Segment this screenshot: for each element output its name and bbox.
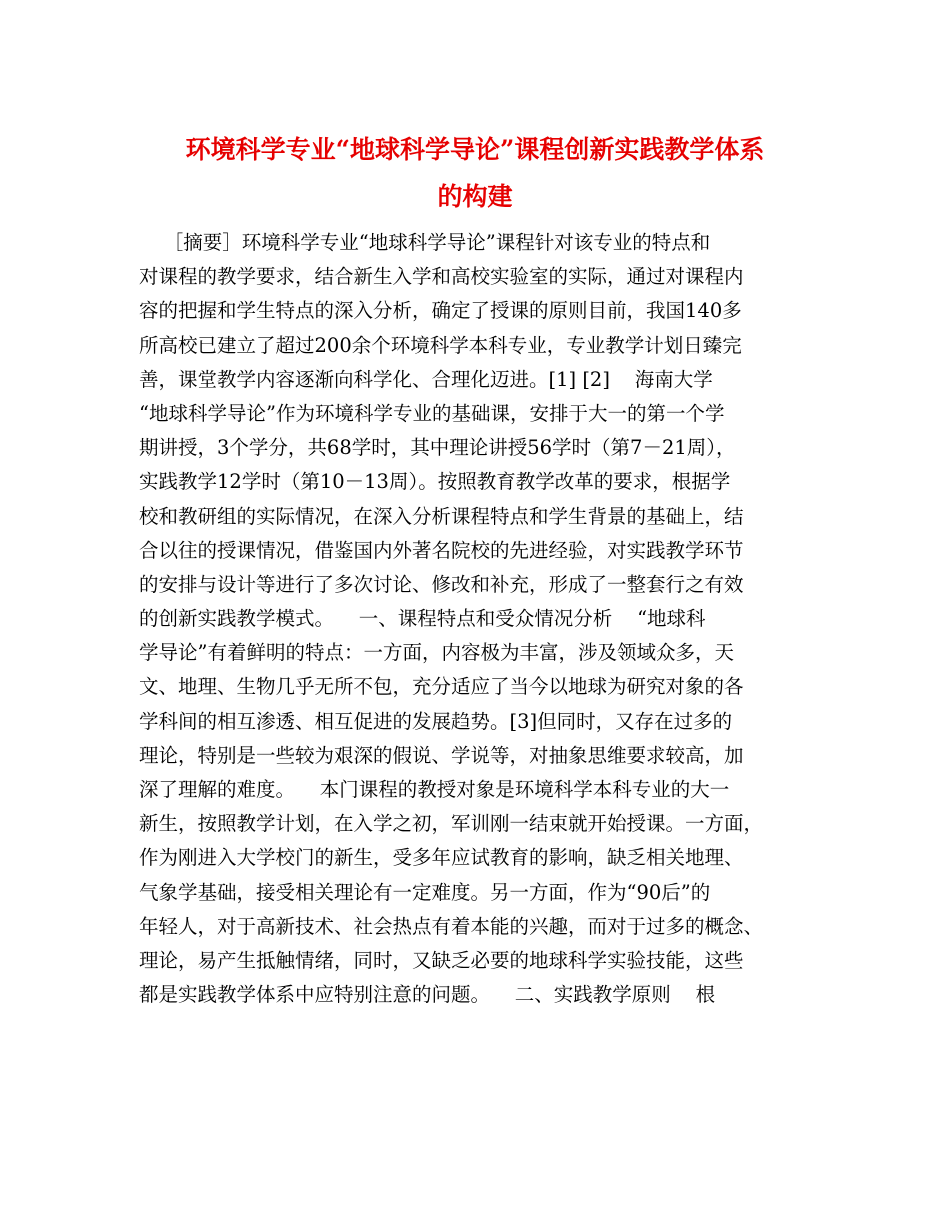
body-line: 实践教学12学时（第10－13周）。按照教育教学改革的要求，根据学 [139,470,731,494]
body-line: 深了理解的难度。 本门课程的教授对象是环境科学本科专业的大一 [139,778,730,801]
body-line: 所高校已建立了超过200余个环境科学本科专业，专业教学计划日臻完 [139,333,742,357]
body-line: 气象学基础，接受相关理论有一定难度。另一方面，作为“90后”的 [139,880,711,904]
body-line: 作为刚进入大学校门的新生，受多年应试教育的影响，缺乏相关地理、 [139,846,744,870]
body-line: 都是实践教学体系中应特别注意的问题。 二、实践教学原则 根 [139,983,716,1007]
body-line: 学科间的相互渗透、相互促进的发展趋势。[3]但同时，又存在过多的 [139,709,733,733]
body-line: 期讲授，3个学分，共68学时，其中理论讲授56学时（第7－21周）， [139,436,736,460]
body-line: 的安排与设计等进行了多次讨论、修改和补充，形成了一整套行之有效 [139,572,744,596]
body-line: 新生，按照教学计划，在入学之初，军训刚一结束就开始授课。一方面， [139,812,764,836]
body-line: ［摘要］环境科学专业“地球科学导论”课程针对该专业的特点和 [139,231,711,254]
body-line: 合以往的授课情况，借鉴国内外著名院校的先进经验，对实践教学环节 [139,538,744,562]
body-line: 容的把握和学生特点的深入分析，确定了授课的原则目前，我国140多 [139,299,742,323]
body-line: 的创新实践教学模式。 一、课程特点和受众情况分析 “地球科 [139,607,706,631]
title-line-2: 的构建 [437,182,513,211]
body-line: 善，课堂教学内容逐渐向科学化、合理化迈进。[1] [2] 海南大学 [139,367,713,391]
body-line: 年轻人，对于高新技术、社会热点有着本能的兴趣，而对于过多的概念、 [139,914,764,938]
document-title [120,126,830,220]
body-line: 理论，特别是一些较为艰深的假说、学说等，对抽象思维要求较高，加 [139,743,744,767]
body-line: “地球科学导论”作为环境科学专业的基础课，安排于大一的第一个学 [139,401,725,425]
body-line: 学导论”有着鲜明的特点：一方面，内容极为丰富，涉及领域众多，天 [139,641,734,665]
document-body [139,226,813,1012]
body-line: 理论，易产生抵触情绪，同时，又缺乏必要的地球科学实验技能，这些 [139,948,744,972]
body-line: 文、地理、生物几乎无所不包，充分适应了当今以地球为研究对象的各 [139,675,744,699]
body-line: 校和教研组的实际情况，在深入分析课程特点和学生背景的基础上，结 [139,504,744,528]
body-line: 对课程的教学要求，结合新生入学和高校实验室的实际，通过对课程内 [139,265,744,289]
title-line-1: 环境科学专业“地球科学导论”课程创新实践教学体系 [185,135,765,164]
